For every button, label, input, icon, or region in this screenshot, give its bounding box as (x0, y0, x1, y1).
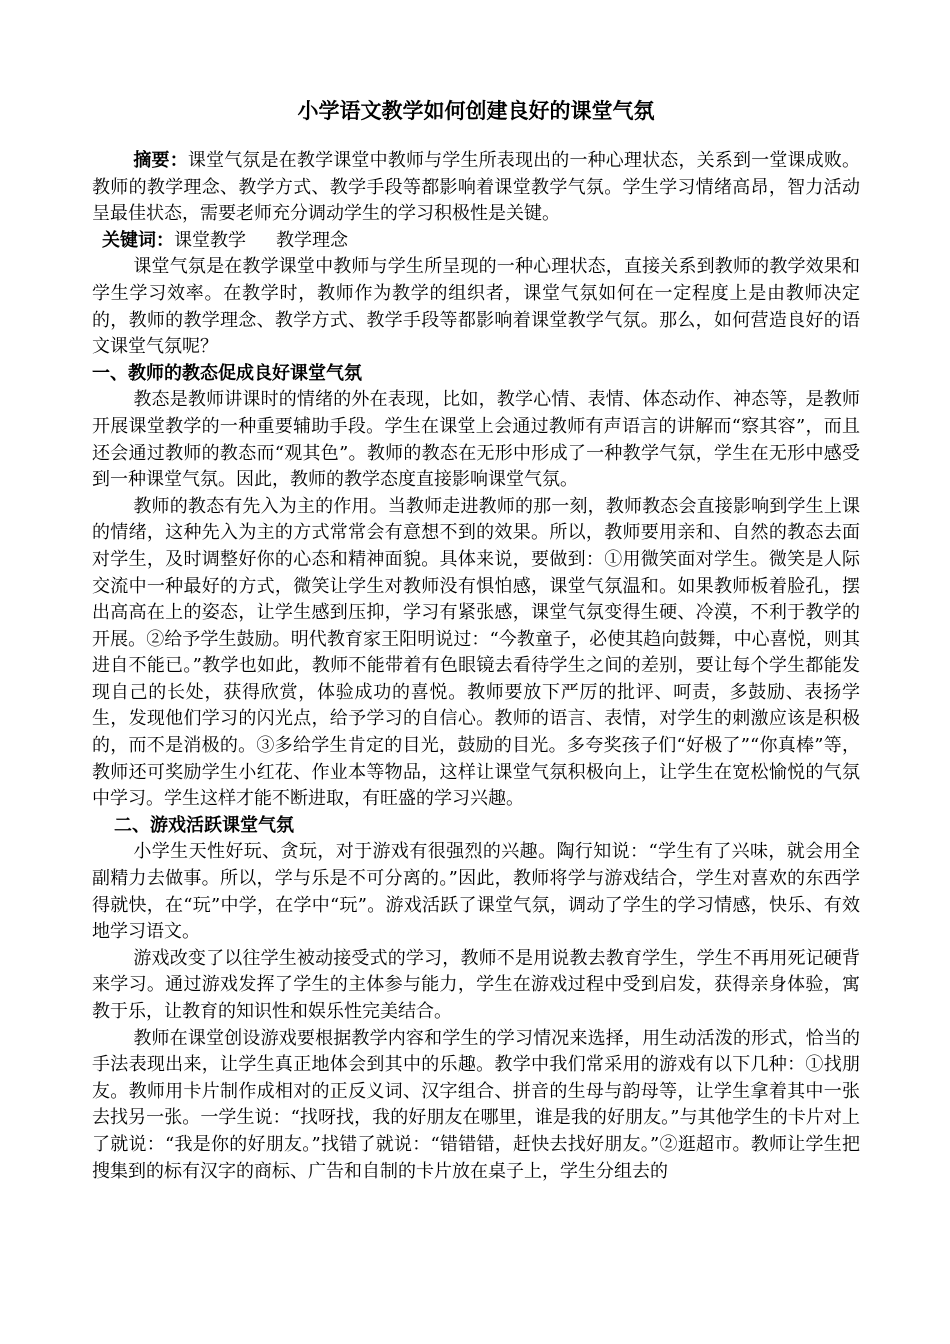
abstract-text: 课堂气氛是在教学课堂中教师与学生所表现出的一种心理状态，关系到一堂课成败。教师的教学理念、教学方式、教学手段等都影响着课堂教学气氛。学生学习情绪高昂，智力活动呈最佳状态，需要老师充分调动学生的学习积极性是关键。 (92, 150, 861, 225)
document-title: 小学语文教学如何创建良好的课堂气氛 (297, 98, 655, 123)
document-page (92, 96, 860, 1185)
keyword-item: 课堂教学 (174, 229, 246, 251)
section-heading-2: 二、游戏活跃课堂气氛 (114, 814, 294, 836)
keywords-line (92, 228, 860, 255)
body-paragraph: 教态是教师讲课时的情绪的外在表现，比如，教学心情、表情、体态动作、神态等，是教师开展课堂教学的一种重要辅助手段。学生在课堂上会通过教师有声语言的讲解而“察其容”，而且还会通过教师的教态而“观其色”。教师的教态在无形中形成了一种教学气氛，学生在无形中感受到一种课堂气氛。因此，教师的教学态度直接影响课堂气氛。 (92, 389, 860, 491)
keywords-label: 关键词： (102, 229, 174, 251)
intro-paragraph: 课堂气氛是在教学课堂中教师与学生所呈现的一种心理状态，直接关系到教师的教学效果和学生学习效率。在教学时，教师作为教学的组织者，课堂气氛如何在一定程度上是由教师决定的，教师的教学理念、教学方式、教学手段等都影响着课堂教学气氛。那么，如何营造良好的语文课堂气氛呢？ (92, 256, 860, 358)
body-paragraph: 小学生天性好玩、贪玩，对于游戏有很强烈的兴趣。陶行知说：“学生有了兴味，就会用全副精力去做事。所以，学与乐是不可分离的。”因此，教师将学与游戏结合，学生对喜欢的东西学得就快，在“玩”中学，在学中“玩”。游戏活跃了课堂气氛，调动了学生的学习情感，快乐、有效地学习语文。 (92, 841, 860, 943)
section-heading-1: 一、教师的教态促成良好课堂气氛 (92, 362, 362, 384)
body-paragraph: 教师在课堂创设游戏要根据教学内容和学生的学习情况来选择，用生动活泼的形式，恰当的手法表现出来，让学生真正地体会到其中的乐趣。教学中我们常采用的游戏有以下几种：①找朋友。教师用卡片制作成相对的正反义词、汉字组合、拼音的生母与韵母等，让学生拿着其中一张去找另一张。一学生说：“找呀找，我的好朋友在哪里，谁是我的好朋友。”与其他学生的卡片对上了就说：“我是你的好朋友。”找错了就说：“错错错，赶快去找好朋友。”②逛超市。教师让学生把搜集到的标有汉字的商标、广告和自制的卡片放在桌子上，学生分组去的 (92, 1027, 860, 1182)
body-paragraph: 教师的教态有先入为主的作用。当教师走进教师的那一刻，教师教态会直接影响到学生上课的情绪，这种先入为主的方式常常会有意想不到的效果。所以，教师要用亲和、自然的教态去面对学生，及时调整好你的心态和精神面貌。具体来说，要做到：①用微笑面对学生。微笑是人际交流中一种最好的方式，微笑让学生对教师没有惧怕感，课堂气氛温和。如果教师板着脸孔，摆出高高在上的姿态，让学生感到压抑，学习有紧张感，课堂气氛变得生硬、冷漠，不利于教学的开展。②给予学生鼓励。明代教育家王阳明说过：“今教童子，必使其趋向鼓舞，中心喜悦，则其进自不能已。”教学也如此，教师不能带着有色眼镜去看待学生之间的差别，要让每个学生都能发现自己的长处，获得欣赏，体验成功的喜悦。教师要放下严厉的批评、呵责，多鼓励、表扬学生，发现他们学习的闪光点，给予学习的自信心。教师的语言、表情，对学生的刺激应该是积极的，而不是消极的。③多给学生肯定的目光，鼓励的目光。多夸奖孩子们“好极了”“你真棒”等，教师还可奖励学生小红花、作业本等物品，这样让课堂气氛积极向上，让学生在宽松愉悦的气氛中学习。学生这样才能不断进取，有旺盛的学习兴趣。 (92, 495, 860, 810)
abstract-paragraph (92, 148, 860, 228)
keyword-item: 教学理念 (276, 229, 348, 251)
abstract-label: 摘要： (133, 150, 188, 171)
body-paragraph: 游戏改变了以往学生被动接受式的学习，教师不是用说教去教育学生，学生不再用死记硬背来学习。通过游戏发挥了学生的主体参与能力，学生在游戏过程中受到启发，获得亲身体验，寓教于乐，让教育的知识性和娱乐性完美结合。 (92, 947, 860, 1022)
